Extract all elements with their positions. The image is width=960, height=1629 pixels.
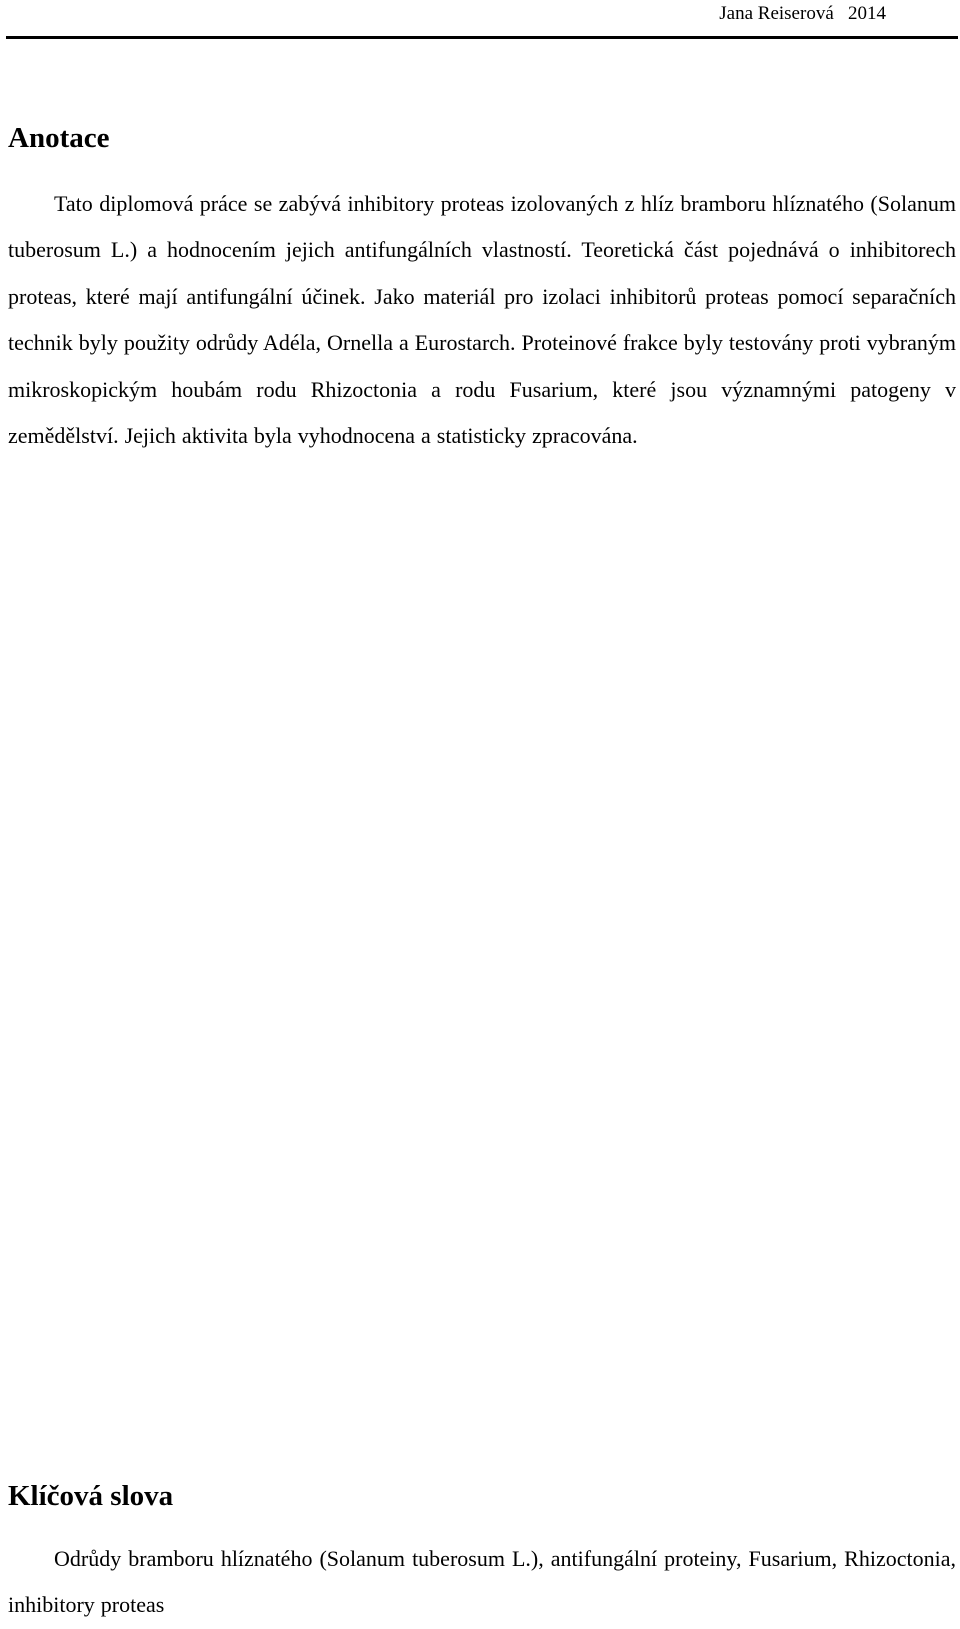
- page-header: [6, 0, 958, 39]
- keywords-paragraph: Odrůdy bramboru hlíznatého (Solanum tuberosum L.), antifungální proteiny, Fusarium, Rhizoctonia, inhibitory proteas: [8, 1546, 956, 1618]
- abstract-heading: Anotace: [8, 122, 110, 154]
- header-author-year: Jana Reiserová 2014: [719, 3, 886, 24]
- keywords-heading: Klíčová slova: [8, 1480, 174, 1512]
- abstract-paragraph: Tato diplomová práce se zabývá inhibitory proteas izolovaných z hlíz bramboru hlíznatého (Solanum tuberosum L.) a hodnocením jejich antifungálních vlastností. Teoretická část pojednává o inhibitorech proteas, které mají antifungální účinek. Jako materiál pro izolaci inhibitorů proteas pomocí separačních technik byly použity odrůdy Adéla, Ornella a Eurostarch. Proteinové frakce byly testovány proti vybraným mikroskopickým houbám rodu Rhizoctonia a rodu Fusarium, které jsou významnými patogeny v zemědělství. Jejich aktivita byla vyhodnocena a statisticky zpracována.: [8, 191, 956, 449]
